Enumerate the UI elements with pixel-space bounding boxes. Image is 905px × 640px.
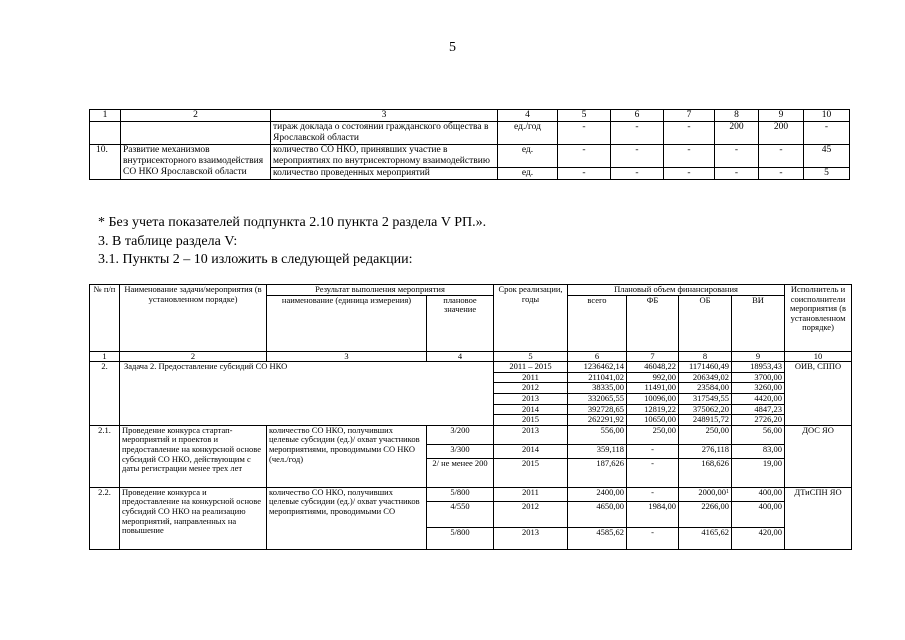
plan-value: 3/300 bbox=[427, 444, 494, 458]
col-number: 10 bbox=[785, 351, 852, 362]
row-number: 2.2. bbox=[90, 487, 120, 549]
finance-total: 332065,55 bbox=[568, 393, 627, 404]
finance-fb: 10650,00 bbox=[627, 415, 679, 426]
value: 200 bbox=[715, 122, 759, 145]
header-num: № п/п bbox=[90, 285, 120, 352]
footnote-mark: 1 bbox=[726, 488, 729, 495]
finance-total: 359,118 bbox=[568, 444, 627, 458]
col-number: 10 bbox=[804, 110, 850, 122]
indicator-name: количество проведенных мероприятий bbox=[271, 168, 498, 180]
plan-value: 2/ не менее 200 bbox=[427, 458, 494, 487]
finance-total: 4585,62 bbox=[568, 527, 627, 549]
finance-total: 556,00 bbox=[568, 425, 627, 444]
value: - bbox=[664, 168, 715, 180]
term: 2013 bbox=[494, 393, 568, 404]
indicators-table bbox=[89, 109, 850, 180]
col-number: 2 bbox=[121, 110, 271, 122]
task-name: Проведение конкурса и предоставление на конкурсной основе субсидий СО НКО на реализацию мероприятий, направленных на повышение bbox=[120, 487, 267, 549]
finance-fb: 46048,22 bbox=[627, 362, 679, 373]
value: 45 bbox=[804, 145, 850, 168]
finance-total: 2400,00 bbox=[568, 487, 627, 501]
table-row bbox=[90, 362, 852, 373]
finance-ob bbox=[679, 487, 732, 501]
finance-total: 262291,92 bbox=[568, 415, 627, 426]
executor: ДТиСПН ЯО bbox=[785, 487, 852, 549]
row-number: 2.1. bbox=[90, 425, 120, 487]
finance-fb: - bbox=[627, 458, 679, 487]
header-ob: ОБ bbox=[679, 295, 732, 351]
col-number: 6 bbox=[611, 110, 664, 122]
col-number: 7 bbox=[627, 351, 679, 362]
table-colnum-row bbox=[90, 351, 852, 362]
term: 2011 bbox=[494, 487, 568, 501]
unit: ед./год bbox=[498, 122, 558, 145]
plan-value: 4/550 bbox=[427, 501, 494, 527]
finance-ob: 1171460,49 bbox=[679, 362, 732, 373]
term: 2014 bbox=[494, 404, 568, 415]
plan-value: 5/800 bbox=[427, 527, 494, 549]
finance-vi: 4847,23 bbox=[732, 404, 785, 415]
finance-fb: - bbox=[627, 527, 679, 549]
finance-ob: 2266,00 bbox=[679, 501, 732, 527]
term: 2011 – 2015 bbox=[494, 362, 568, 373]
task-name bbox=[121, 122, 271, 145]
finance-ob: 375062,20 bbox=[679, 404, 732, 415]
finance-total: 187,626 bbox=[568, 458, 627, 487]
value: - bbox=[664, 122, 715, 145]
executor: ОИВ, СППО bbox=[785, 362, 852, 426]
paragraph-text: 3.1. Пункты 2 – 10 изложить в следующей редакции: bbox=[98, 252, 413, 267]
indicator-name: количество СО НКО, принявших участие в мероприятиях по внутрисекторному взаимодействию bbox=[271, 145, 498, 168]
term: 2012 bbox=[494, 383, 568, 394]
col-number: 3 bbox=[267, 351, 427, 362]
col-number: 8 bbox=[715, 110, 759, 122]
value: 200 bbox=[759, 122, 804, 145]
value: - bbox=[558, 122, 611, 145]
value: - bbox=[558, 168, 611, 180]
finance-total: 211041,02 bbox=[568, 372, 627, 383]
finance-fb: 992,00 bbox=[627, 372, 679, 383]
finance-total: 38335,00 bbox=[568, 383, 627, 394]
header-total: всего bbox=[568, 295, 627, 351]
finance-vi: 400,00 bbox=[732, 501, 785, 527]
task-name: Развитие механизмов внутрисекторного взаимодействия СО НКО Ярославской области bbox=[121, 145, 271, 180]
finance-vi: 83,00 bbox=[732, 444, 785, 458]
indicator-name: тираж доклада о состоянии гражданского общества в Ярославской области bbox=[271, 122, 498, 145]
task-name: Проведение конкурса стартап-мероприятий и проектов и предоставление на конкурсной основе субсидий СО НКО, действующим с даты регистрации менее трех лет bbox=[120, 425, 267, 487]
finance-fb: - bbox=[627, 444, 679, 458]
value: - bbox=[611, 145, 664, 168]
term: 2015 bbox=[494, 458, 568, 487]
finance-total: 4650,00 bbox=[568, 501, 627, 527]
finance-fb: 11491,00 bbox=[627, 383, 679, 394]
col-number: 4 bbox=[498, 110, 558, 122]
plan-value: 5/800 bbox=[427, 487, 494, 501]
term: 2012 bbox=[494, 501, 568, 527]
finance-vi: 18953,43 bbox=[732, 362, 785, 373]
value: - bbox=[664, 145, 715, 168]
finance-vi: 3260,00 bbox=[732, 383, 785, 394]
value: - bbox=[611, 122, 664, 145]
row-number: 2. bbox=[90, 362, 120, 426]
col-number: 7 bbox=[664, 110, 715, 122]
term: 2015 bbox=[494, 415, 568, 426]
col-number: 3 bbox=[271, 110, 498, 122]
value: 5 bbox=[804, 168, 850, 180]
finance-ob: 250,00 bbox=[679, 425, 732, 444]
term: 2014 bbox=[494, 444, 568, 458]
value: - bbox=[611, 168, 664, 180]
indicator-name: количество СО НКО, получивших целевые субсидии (ед.)/ охват участников мероприятиями, проводимыми СО НКО (чел./год) bbox=[267, 425, 427, 487]
finance-vi: 400,00 bbox=[732, 487, 785, 501]
value: - bbox=[759, 145, 804, 168]
col-number: 6 bbox=[568, 351, 627, 362]
value: - bbox=[715, 145, 759, 168]
header-finance: Плановый объем финансирования bbox=[568, 285, 785, 296]
finance-ob: 23584,00 bbox=[679, 383, 732, 394]
finance-vi: 19,00 bbox=[732, 458, 785, 487]
header-executor: Исполнитель и соисполнители мероприятия (в установленном порядке) bbox=[785, 285, 852, 352]
table-row bbox=[90, 487, 852, 501]
value: - bbox=[715, 168, 759, 180]
finance-fb: - bbox=[627, 487, 679, 501]
col-number: 8 bbox=[679, 351, 732, 362]
col-number: 9 bbox=[759, 110, 804, 122]
header-fb: ФБ bbox=[627, 295, 679, 351]
finance-ob: 248915,72 bbox=[679, 415, 732, 426]
plan-value: 3/200 bbox=[427, 425, 494, 444]
finance-ob: 317549,55 bbox=[679, 393, 732, 404]
table-row bbox=[90, 425, 852, 444]
finance-vi: 56,00 bbox=[732, 425, 785, 444]
term: 2013 bbox=[494, 425, 568, 444]
finance-ob: 276,118 bbox=[679, 444, 732, 458]
value: - bbox=[759, 168, 804, 180]
finance-fb: 1984,00 bbox=[627, 501, 679, 527]
finance-ob: 206349,02 bbox=[679, 372, 732, 383]
finance-vi: 3700,00 bbox=[732, 372, 785, 383]
header-result-name: наименование (единица измерения) bbox=[267, 295, 427, 351]
col-number: 5 bbox=[494, 351, 568, 362]
finance-vi: 2726,20 bbox=[732, 415, 785, 426]
finance-fb: 12819,22 bbox=[627, 404, 679, 415]
col-number: 2 bbox=[120, 351, 267, 362]
finance-ob: 168,626 bbox=[679, 458, 732, 487]
row-number bbox=[90, 122, 121, 145]
table-header-row bbox=[90, 285, 852, 296]
col-number: 1 bbox=[90, 351, 120, 362]
header-vi: ВИ bbox=[732, 295, 785, 351]
finance-vi: 4420,00 bbox=[732, 393, 785, 404]
header-term: Срок реализации, годы bbox=[494, 285, 568, 352]
unit: ед. bbox=[498, 168, 558, 180]
col-number: 1 bbox=[90, 110, 121, 122]
table-row bbox=[90, 145, 850, 168]
finance-total: 392728,65 bbox=[568, 404, 627, 415]
value: - bbox=[804, 122, 850, 145]
col-number: 4 bbox=[427, 351, 494, 362]
header-task: Наименование задачи/мероприятия (в установленном порядке) bbox=[120, 285, 267, 352]
finance-total: 1236462,14 bbox=[568, 362, 627, 373]
col-number: 9 bbox=[732, 351, 785, 362]
term: 2011 bbox=[494, 372, 568, 383]
term: 2013 bbox=[494, 527, 568, 549]
finance-fb: 10096,00 bbox=[627, 393, 679, 404]
indicator-name: количество СО НКО, получивших целевые субсидии (ед.)/ охват участников мероприятиями, проводимыми СО bbox=[267, 487, 427, 549]
col-number: 5 bbox=[558, 110, 611, 122]
financing-table bbox=[89, 284, 852, 550]
finance-ob-value: 2000,00 bbox=[698, 487, 726, 497]
paragraph-text: 3. В таблице раздела V: bbox=[98, 234, 238, 249]
table-row bbox=[90, 122, 850, 145]
finance-vi: 420,00 bbox=[732, 527, 785, 549]
page-number: 5 bbox=[449, 40, 456, 55]
header-result-plan: плановое значение bbox=[427, 295, 494, 351]
task-name: Задача 2. Предоставление субсидий СО НКО bbox=[120, 362, 494, 426]
executor: ДОС ЯО bbox=[785, 425, 852, 487]
table-header-row bbox=[90, 110, 850, 122]
header-result: Результат выполнения мероприятия bbox=[267, 285, 494, 296]
row-number: 10. bbox=[90, 145, 121, 180]
finance-fb: 250,00 bbox=[627, 425, 679, 444]
finance-ob: 4165,62 bbox=[679, 527, 732, 549]
value: - bbox=[558, 145, 611, 168]
unit: ед. bbox=[498, 145, 558, 168]
footnote-text: * Без учета показателей подпункта 2.10 пункта 2 раздела V РП.». bbox=[98, 215, 487, 230]
